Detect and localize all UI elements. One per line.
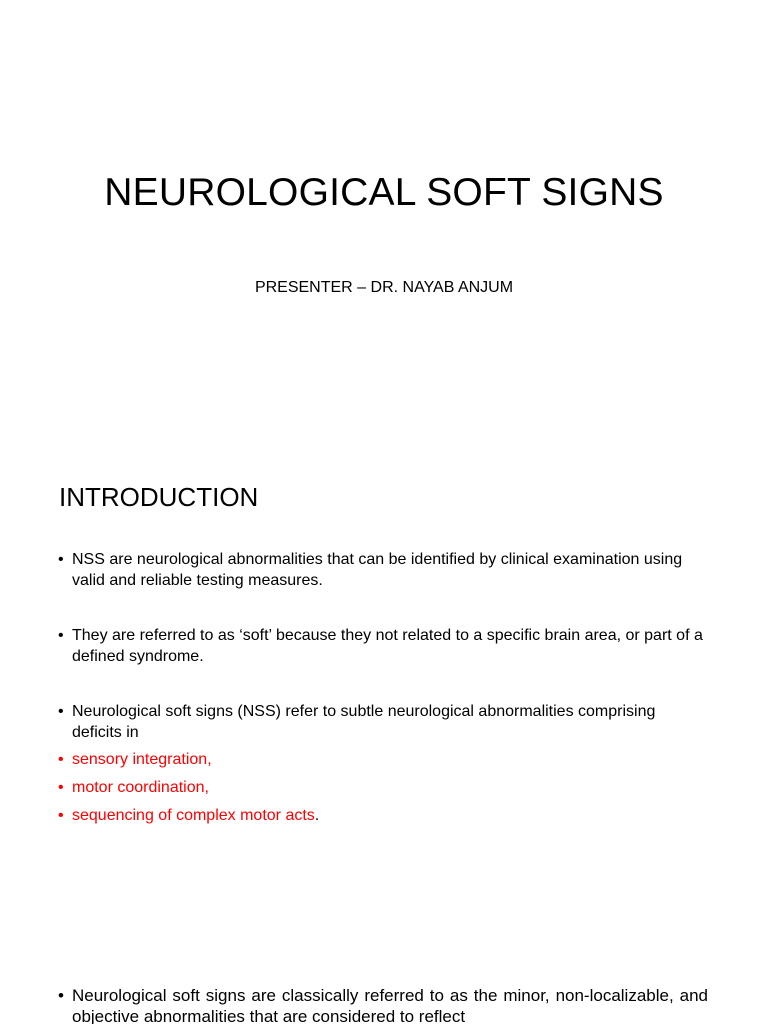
highlight-bullet-item — [58, 749, 708, 770]
introduction-slide — [0, 432, 768, 864]
title-slide — [0, 0, 768, 432]
bullet-marker: • — [58, 779, 64, 796]
bullet-marker: • — [58, 627, 64, 644]
bullet-text: Neurological soft signs are classically referred to as the minor, non-localizable, and objective abnormalities that are considered to reflect — [72, 986, 708, 1024]
section-heading: INTRODUCTION — [59, 482, 259, 512]
bullet-text-wrap — [72, 805, 708, 826]
bullet-item — [58, 701, 708, 743]
bullet-marker: • — [58, 807, 64, 824]
bullet-text: NSS are neurological abnormalities that can be identified by clinical examination using valid and reliable testing measures. — [72, 551, 683, 589]
bullet-text: They are referred to as ‘soft’ because they not related to a specific brain area, or part of a defined syndrome. — [72, 627, 703, 665]
bullet-text: motor coordination, — [72, 779, 209, 796]
bullet-text: sensory integration, — [72, 751, 212, 768]
bullet-text: sequencing of complex motor acts — [72, 807, 315, 824]
bullet-item — [58, 625, 708, 667]
continuation-slide — [0, 864, 768, 1024]
bullet-text: Neurological soft signs (NSS) refer to subtle neurological abnormalities comprising deficits in — [72, 703, 656, 741]
bullet-marker: • — [58, 703, 64, 720]
presenter-subtitle: PRESENTER – DR. NAYAB ANJUM — [254, 279, 514, 296]
slide-title: NEUROLOGICAL SOFT SIGNS — [104, 171, 664, 214]
highlight-bullet-item — [58, 777, 708, 798]
bullet-item — [58, 549, 708, 591]
bullet-item — [58, 985, 708, 1024]
bullet-marker: • — [58, 986, 64, 1005]
bullet-marker: • — [58, 751, 64, 768]
highlight-bullet-item — [58, 805, 708, 826]
trailing-period: . — [314, 807, 320, 824]
bullet-marker: • — [58, 551, 64, 568]
